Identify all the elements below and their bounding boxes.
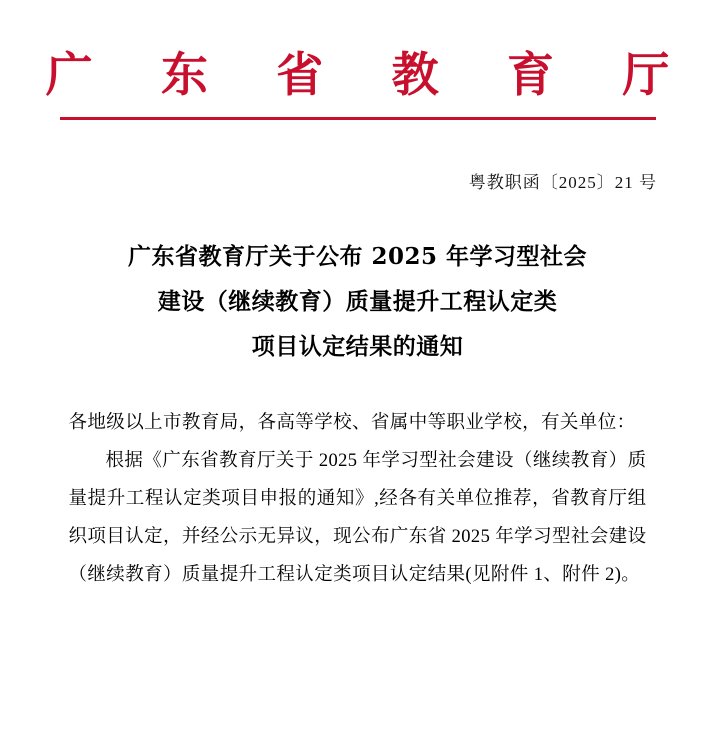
issuing-organization-title: 广 东 省 教 育 厅 <box>45 48 696 103</box>
page-title-line-1: 广东省教育厅关于公布 2025 年学习型社会 <box>127 242 588 270</box>
body-paragraph-salutation: 各地级以上市教育局，各高等学校、省属中等职业学校，有关单位： <box>68 413 636 434</box>
page-title-line-3: 项目认定结果的通知 <box>251 332 464 360</box>
masthead-divider <box>60 117 656 120</box>
document-number-row <box>0 168 715 193</box>
document-number: 粤教职函〔2025〕21 号 <box>468 172 657 192</box>
document-body <box>69 405 647 595</box>
masthead <box>0 48 715 120</box>
page-title <box>58 235 658 370</box>
body-paragraph-1: 根据《广东省教育厅关于 2025 年学习型社会建设（继续教育）质量提升工程认定类项目申报的通知》,经各有关单位推荐，省教育厅组织项目认定，并经公示无异议，现公布广东省 2025 年学习型社会建设（继续教育）质量提升工程认定类项目认定结果(见附件 1、附件 2)。 <box>68 451 647 586</box>
page-title-line-2: 建设（继续教育）质量提升工程认定类 <box>157 287 558 315</box>
document-page <box>0 48 715 745</box>
